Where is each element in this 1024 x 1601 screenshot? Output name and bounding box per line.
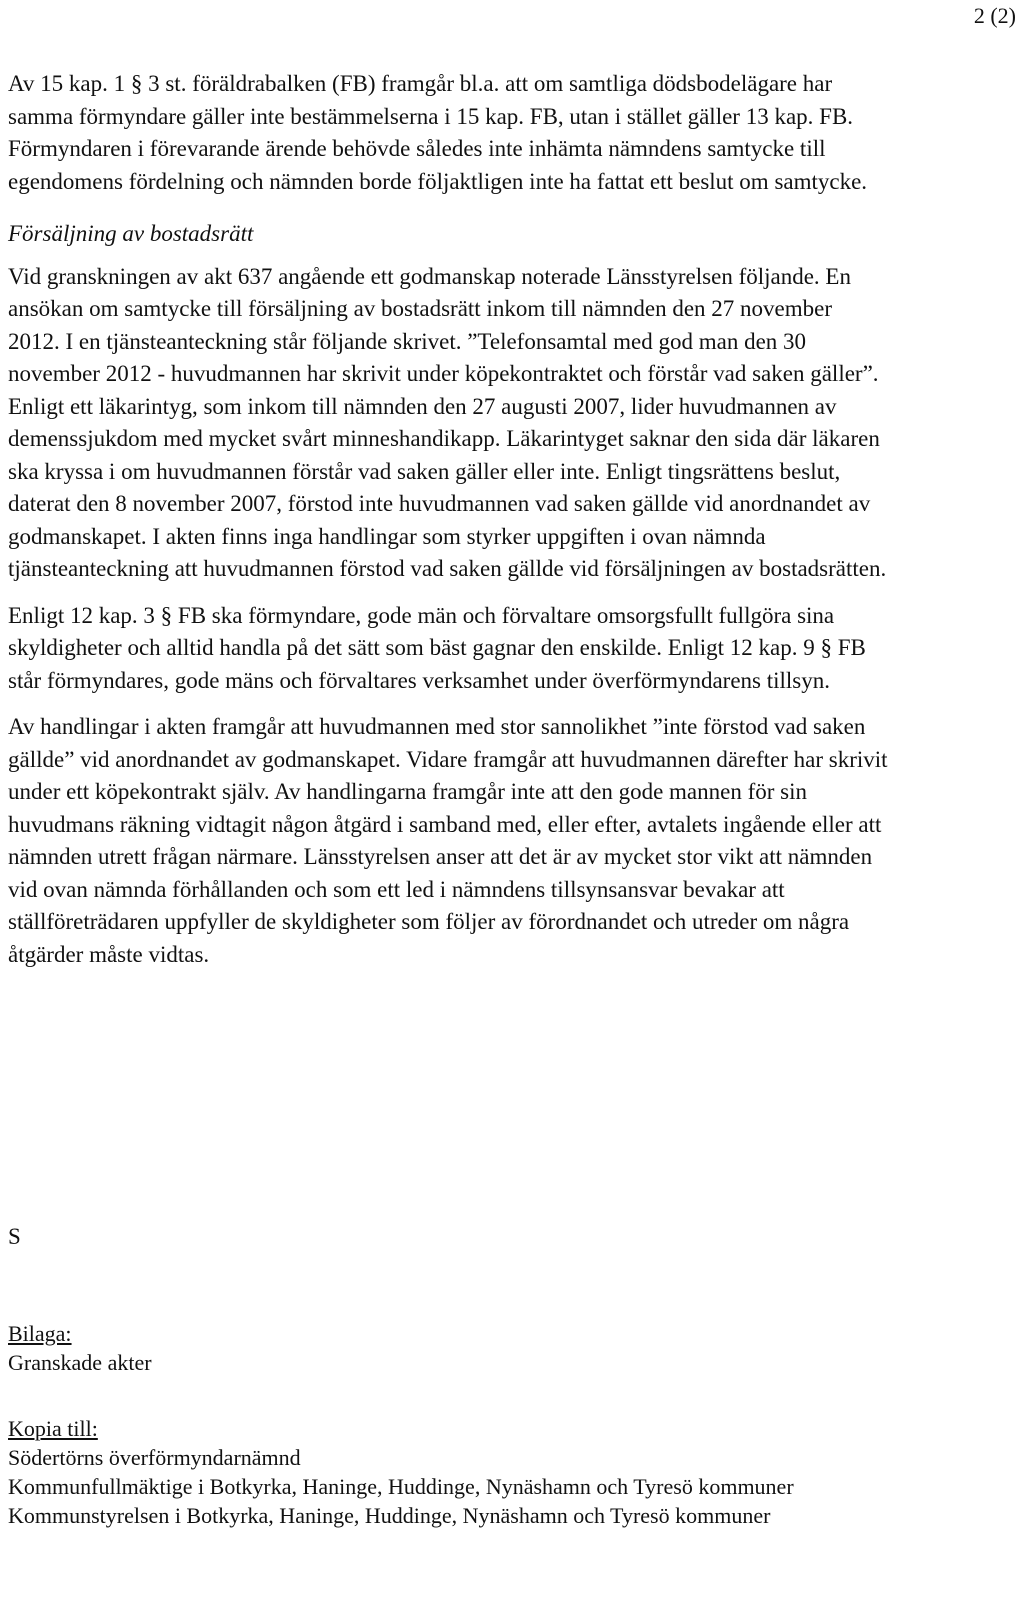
- signature-initial: S: [8, 1224, 21, 1249]
- attachments-block: [8, 1320, 908, 1377]
- copies-block: [8, 1415, 908, 1530]
- attachment-item: Granskade akter: [8, 1350, 152, 1375]
- page-number: 2 (2): [973, 3, 1016, 28]
- paragraph-inheritance: Av 15 kap. 1 § 3 st. föräldrabalken (FB) framgår bl.a. att om samtliga dödsbodelägare har samma förmyndare gäller inte bestämmelserna i 15 kap. FB, utan i stället gäller 13 kap. FB. Förmyndaren i förevarande ärende behövde således inte inhämta nämndens samtycke till egendomens fördelning och nämnden borde följaktligen inte ha fattat ett beslut om samtycke.: [8, 71, 868, 194]
- paragraph-review: Vid granskningen av akt 637 angående ett godmanskap noterade Länsstyrelsen följande. En ansökan om samtycke till försäljning av bostadsrätt inkom till nämnden den 27 november 2012. I en tjänsteanteckning står följande skrivet. ”Telefonsamtal med god man den 30 november 2012 - huvudmannen har skrivit under köpekontraktet och förstår vad saken gäller”. Enligt ett läkarintyg, som inkom till nämnden den 27 augusti 2007, lider huvudmannen av demenssjukdom med mycket svårt minneshandikapp. Läkarintyget saknar den sida där läkaren ska kryssa i om huvudmannen förstår vad saken gäller eller inte. Enligt tingsrättens beslut, daterat den 8 november 2007, förstod inte huvudmannen vad saken gällde vid anordnandet av godmanskapet. I akten finns inga handlingar som styrker uppgiften i ovan nämnda tjänsteanteckning att huvudmannen förstod vad saken gällde vid försäljningen av bostadsrätten.: [8, 263, 887, 581]
- copy-recipient: Kommunstyrelsen i Botkyrka, Haninge, Huddinge, Nynäshamn och Tyresö kommuner: [8, 1503, 771, 1528]
- attachments-label: Bilaga:: [8, 1321, 72, 1346]
- footer: [8, 1320, 908, 1530]
- section-heading: Försäljning av bostadsrätt: [8, 221, 254, 246]
- paragraph-assessment: Av handlingar i akten framgår att huvudmannen med stor sannolikhet ”inte förstod vad saken gällde” vid anordnandet av godmanskapet. Vidare framgår att huvudmannen därefter har skrivit under ett köpekontrakt själv. Av handlingarna framgår inte att den gode mannen för sin huvudmans räkning vidtagit någon åtgärd i samband med, eller efter, avtalets ingående eller att nämnden utrett frågan närmare. Länsstyrelsen anser att det är av mycket stor vikt att nämnden vid ovan nämnda förhållanden och som ett led i nämndens tillsynsansvar bevakar att ställföreträdaren uppfyller de skyldigheter som följer av förordnandet och utreder om några åtgärder måste vidtas.: [8, 714, 888, 967]
- paragraph-legal-basis: Enligt 12 kap. 3 § FB ska förmyndare, gode män och förvaltare omsorgsfullt fullgöra sina skyldigheter och alltid handla på det sätt som bäst gagnar den enskilde. Enligt 12 kap. 9 § FB står förmyndares, gode mäns och förvaltares verksamhet under överförmyndarens tillsyn.: [8, 602, 866, 693]
- copy-recipient: Kommunfullmäktige i Botkyrka, Haninge, Huddinge, Nynäshamn och Tyresö kommuner: [8, 1474, 794, 1499]
- document-body: [8, 68, 888, 971]
- copy-recipient: Södertörns överförmyndarnämnd: [8, 1445, 301, 1470]
- copies-label: Kopia till:: [8, 1416, 98, 1441]
